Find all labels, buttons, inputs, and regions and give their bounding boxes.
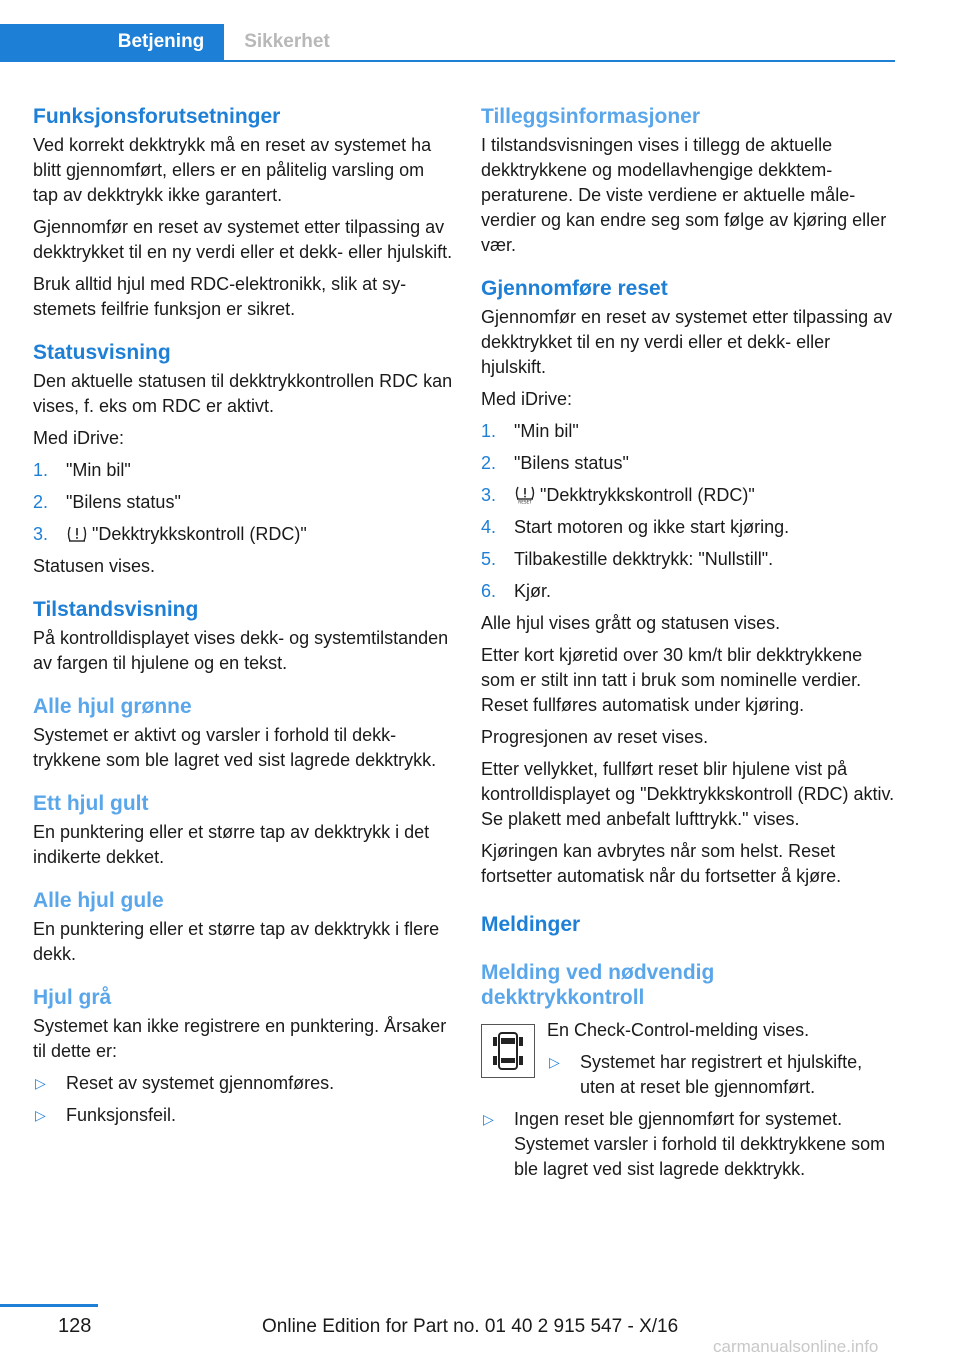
subheading-alle-hjul-gronne: Alle hjul grønne	[33, 695, 192, 718]
step-text: "Dekktrykkskontroll (RDC)"	[92, 524, 307, 544]
list-item	[481, 483, 899, 508]
step-text: "Min bil"	[514, 421, 579, 441]
car-top-view-icon	[481, 1024, 535, 1078]
section-gjennomfore-reset	[481, 275, 899, 889]
bullet-text: Reset av systemet gjennomføres.	[66, 1073, 335, 1093]
bullet-text: Systemet har registrert et hjulskifte, uten at reset ble gjennomført.	[580, 1052, 863, 1097]
section-alle-hjul-gronne	[33, 693, 453, 773]
section-alle-hjul-gule	[33, 887, 453, 967]
paragraph: Alle hjul vises grått og statusen vises.	[481, 613, 781, 633]
list-item	[481, 1107, 899, 1182]
paragraph: Gjennomfør en reset av systemet etter tilpassing av dekktrykket til en ny verdi eller et dekk- eller hjulskift.	[481, 307, 893, 377]
paragraph: Progresjonen av reset vises.	[481, 727, 709, 747]
paragraph: Etter kort kjøretid over 30 km/t blir dekktrykkene som er stilt inn tatt i bruk som nominelle verdier. Reset fullføres automatisk under kjøring.	[481, 645, 863, 715]
tab-sikkerhet[interactable]: Sikkerhet	[244, 31, 330, 52]
list-item	[481, 579, 899, 604]
page-number: 128	[58, 1315, 92, 1337]
section-ett-hjul-gult	[33, 790, 453, 870]
step-number: 5.	[481, 549, 497, 569]
paragraph: En punktering eller et større tap av dekktrykk i flere dekk.	[33, 919, 440, 964]
heading-gjennomfore-reset: Gjennomføre reset	[481, 277, 668, 300]
section-meldinger	[481, 911, 899, 1182]
triangle-right-icon: ▷	[549, 1054, 560, 1070]
paragraph: Den aktuelle statusen til dekktrykkontrollen RDC kan vises, f. eks om RDC er aktivt.	[33, 371, 453, 416]
list-item	[33, 490, 453, 515]
paragraph: Med iDrive:	[33, 428, 125, 448]
paragraph: I tilstandsvisningen vises i tillegg de aktuelle dekktrykkene og modellavhengige dekktemperaturene. De viste verdiene er aktuelle måleverdier og kan endre seg som følge av kjøring eller vær.	[481, 135, 887, 255]
heading-meldinger: Meldinger	[481, 913, 581, 936]
step-number: 2.	[481, 453, 497, 473]
section-hjul-gra	[33, 984, 453, 1128]
paragraph: Bruk alltid hjul med RDC-elektronikk, slik at systemets feilfrie funksjon er sikret.	[33, 274, 407, 319]
paragraph: På kontrolldisplayet vises dekk- og systemtilstanden av fargen til hjulene og en tekst.	[33, 628, 449, 673]
watermark: carmanualsonline.info	[713, 1337, 879, 1356]
message-outer-list	[481, 1107, 899, 1182]
bullet-text: Ingen reset ble gjennomført for systemet. Systemet varsler i forhold til dekktrykkene som ble lagret ved sist lagrede dekktrykk.	[514, 1109, 886, 1179]
step-number: 2.	[33, 492, 49, 512]
paragraph: Systemet er aktivt og varsler i forhold til dekktrykkene som ble lagret ved sist lagrede dekktrykk.	[33, 725, 437, 770]
message-inner-list	[547, 1050, 899, 1100]
step-text: "Dekktrykkskontroll (RDC)"	[540, 485, 755, 505]
list-item	[33, 522, 453, 547]
paragraph: Med iDrive:	[481, 389, 573, 409]
heading-funksjonsforutsetninger: Funksjonsforutsetninger	[33, 105, 281, 128]
step-number: 3.	[33, 524, 49, 544]
cause-list	[33, 1071, 453, 1128]
step-number: 4.	[481, 517, 497, 537]
step-text: "Bilens status"	[514, 453, 629, 473]
heading-statusvisning: Statusvisning	[33, 341, 171, 364]
step-number: 6.	[481, 581, 497, 601]
step-number: 3.	[481, 485, 497, 505]
step-text: Kjør.	[514, 581, 552, 601]
edition-text: Online Edition for Part no. 01 40 2 915 547 - X/16	[262, 1316, 679, 1337]
paragraph: Ved korrekt dekktrykk må en reset av systemet ha blitt gjennomført, ellers er en pålitelig varsling om tap av dekktrykk ikke garantert.	[33, 135, 432, 205]
reset-steps	[481, 419, 899, 604]
section-tilstandsvisning	[33, 596, 453, 676]
paragraph: En punktering eller et større tap av dekktrykk i det indikerte dekket.	[33, 822, 430, 867]
subheading-ett-hjul-gult: Ett hjul gult	[33, 792, 149, 815]
footer-accent-line	[0, 1304, 98, 1307]
subheading-melding-dekktrykkontroll: Melding ved nødvendig dekktrykkontroll	[481, 961, 715, 1009]
tab-betjening[interactable]: Betjening	[98, 24, 224, 60]
section-tilleggsinformasjoner	[481, 103, 899, 258]
list-item	[481, 451, 899, 476]
message-text-block	[547, 1018, 899, 1100]
step-number: 1.	[33, 460, 49, 480]
section-funksjonsforutsetninger	[33, 103, 453, 322]
step-number: 1.	[481, 421, 497, 441]
section-statusvisning	[33, 339, 453, 579]
right-column	[481, 103, 899, 1189]
step-text: Tilbakestille dekktrykk: "Nullstill".	[514, 549, 774, 569]
tpms-warning-icon	[66, 525, 88, 543]
check-control-message	[481, 1018, 899, 1100]
left-column	[33, 103, 453, 1135]
subheading-tilleggsinformasjoner: Tilleggsinformasjoner	[481, 105, 700, 128]
list-item	[33, 458, 453, 483]
paragraph: Kjøringen kan avbrytes når som helst. Reset fortsetter automatisk når du fortsetter å kjøre.	[481, 841, 842, 886]
subheading-alle-hjul-gule: Alle hjul gule	[33, 889, 164, 912]
step-text: "Min bil"	[66, 460, 131, 480]
paragraph: Statusen vises.	[33, 556, 156, 576]
step-text: Start motoren og ikke start kjøring.	[514, 517, 790, 537]
step-text: "Bilens status"	[66, 492, 181, 512]
list-item	[481, 547, 899, 572]
paragraph: Gjennomfør en reset av systemet etter tilpassing av dekktrykket til en ny verdi eller et dekk- eller hjulskift.	[33, 217, 453, 262]
paragraph: Systemet kan ikke registrere en punktering. Årsaker til dette er:	[33, 1016, 447, 1061]
tpms-reset-icon	[514, 486, 536, 504]
header-accent-block	[0, 24, 98, 60]
bullet-text: Funksjonsfeil.	[66, 1105, 177, 1125]
svg-text:RESET: RESET	[518, 499, 532, 504]
list-item	[33, 1103, 453, 1128]
paragraph: Etter vellykket, fullført reset blir hjulene vist på kontrolldisplayet og "Dekktrykkskontroll (RDC) aktiv. Se plakett med anbefalt lufttrykk." vises.	[481, 759, 895, 829]
triangle-right-icon: ▷	[35, 1107, 46, 1123]
list-item	[481, 419, 899, 444]
list-item	[547, 1050, 899, 1100]
triangle-right-icon: ▷	[35, 1075, 46, 1091]
triangle-right-icon: ▷	[483, 1111, 494, 1127]
list-item	[481, 515, 899, 540]
list-item	[33, 1071, 453, 1096]
header-tab-bar	[0, 24, 895, 62]
paragraph: En Check-Control-melding vises.	[547, 1020, 810, 1040]
heading-tilstandsvisning: Tilstandsvisning	[33, 598, 199, 621]
subheading-hjul-gra: Hjul grå	[33, 986, 112, 1009]
status-steps	[33, 458, 453, 547]
